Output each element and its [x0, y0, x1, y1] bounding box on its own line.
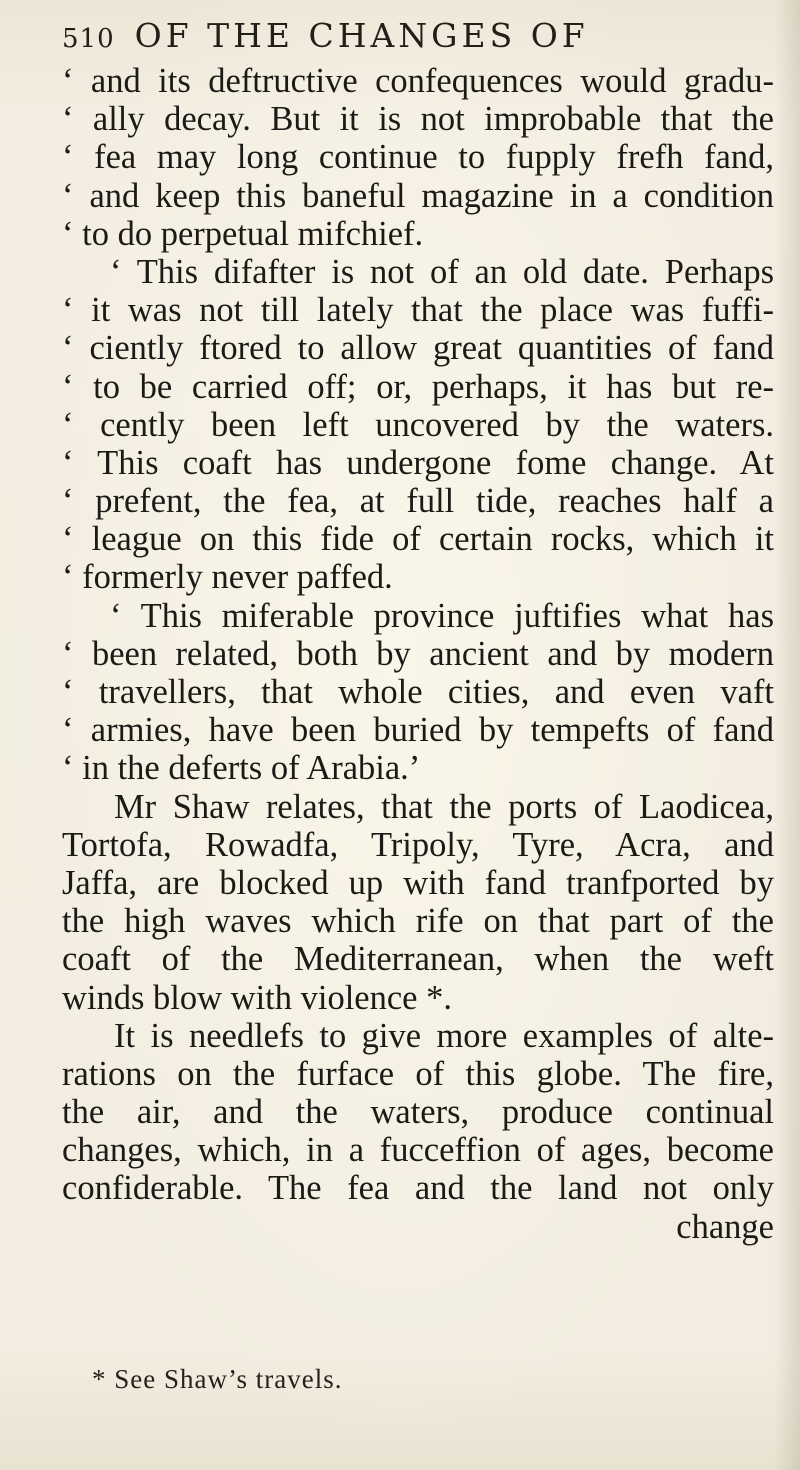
text-line: Mr Shaw relates, that the ports of Laodicea,: [114, 787, 774, 826]
text-line: ‘ ciently ftored to allow great quantities of fand: [62, 329, 774, 368]
text-line: the high waves which rife on that part of the: [62, 902, 774, 941]
text-line: ‘ prefent, the fea, at full tide, reaches half a: [62, 482, 774, 521]
running-header: [62, 16, 589, 56]
text-line: coaft of the Mediterranean, when the weft: [62, 940, 774, 979]
text-line: ‘ formerly never paffed.: [62, 558, 393, 597]
text-line: It is needlefs to give more examples of alte-: [114, 1016, 774, 1055]
page-edge-shadow: [774, 0, 800, 1470]
body-text: [62, 62, 774, 1246]
running-title: OF THE CHANGES OF: [134, 16, 589, 55]
text-line: ‘ This miferable province juftifies what has: [110, 596, 774, 635]
text-line: ‘ This coaft has undergone fome change. At: [62, 443, 774, 482]
text-line: ‘ league on this fide of certain rocks, which it: [62, 520, 774, 559]
text-line: ‘ in the deferts of Arabia.’: [62, 749, 421, 788]
text-line: rations on the furface of this globe. The fire,: [62, 1054, 774, 1093]
text-line: confiderable. The fea and the land not only: [62, 1169, 774, 1208]
text-line: the air, and the waters, produce continual: [62, 1093, 774, 1132]
text-line: ‘ and keep this baneful magazine in a condition: [62, 176, 774, 215]
text-line: ‘ to do perpetual mifchief.: [62, 214, 424, 253]
footnote: * See Shaw’s travels.: [92, 1364, 343, 1394]
text-line: ‘ to be carried off; or, perhaps, it has but re-: [62, 367, 774, 406]
text-line: ‘ it was not till lately that the place was fuffi-: [62, 291, 774, 330]
text-line: ‘ armies, have been buried by tempefts of fand: [62, 711, 774, 750]
text-line: Tortofa, Rowadfa, Tripoly, Tyre, Acra, and: [62, 825, 774, 864]
text-line: ‘ This difafter is not of an old date. Perhaps: [110, 252, 774, 291]
text-line: changes, which, in a fucceffion of ages, become: [62, 1131, 774, 1170]
text-line: ‘ ally decay. But it is not improbable that the: [62, 100, 774, 139]
text-line: ‘ cently been left uncovered by the waters.: [62, 405, 774, 444]
text-line: ‘ been related, both by ancient and by modern: [62, 634, 774, 673]
page-number: 510: [62, 24, 115, 54]
text-line: ‘ and its deftructive confequences would gradu-: [62, 62, 774, 100]
text-line: Jaffa, are blocked up with fand tranfported by: [62, 863, 774, 902]
text-line: winds blow with violence *.: [62, 978, 452, 1017]
text-line: ‘ fea may long continue to fupply frefh fand,: [62, 138, 774, 177]
catchword: change: [676, 1207, 774, 1246]
text-line: ‘ travellers, that whole cities, and even vaft: [62, 673, 774, 711]
